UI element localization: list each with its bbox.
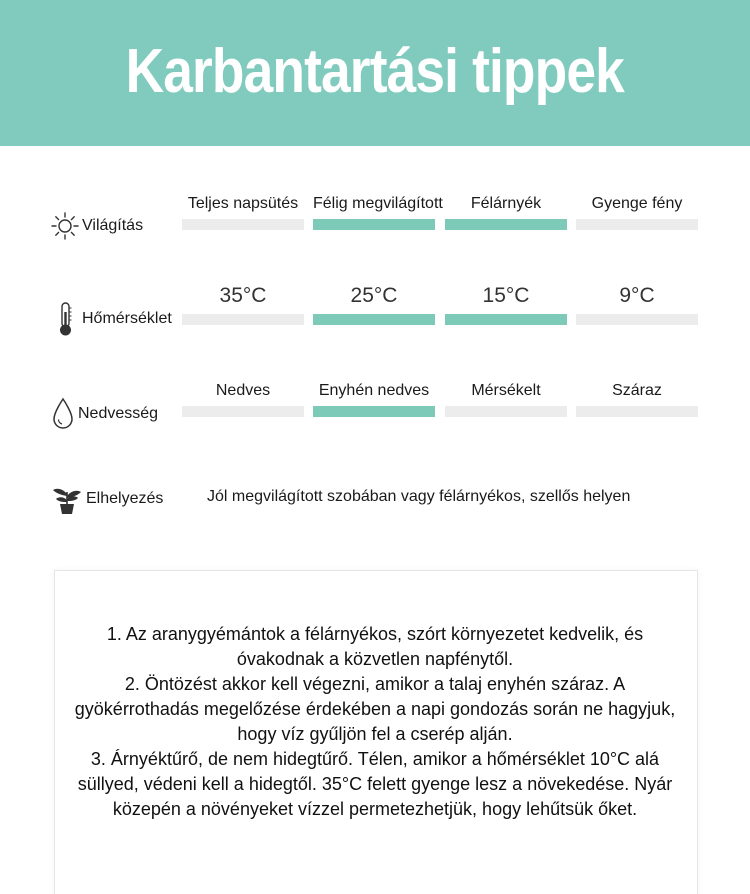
temperature-label	[50, 300, 172, 338]
tip-item: 1. Az aranygyémántok a félárnyékos, szórt környezetet kedvelik, és óvakodnak a közvetlen napfénytől.	[106, 624, 644, 669]
sun-icon	[50, 211, 80, 241]
placement-description: Jól megvilágított szobában vagy félárnyékos, szellős helyen	[207, 488, 631, 505]
temperature-label-text: Hőmérséklet	[82, 310, 172, 327]
option-label: 35°C	[219, 284, 267, 307]
temperature-option-15	[445, 284, 567, 325]
option-label: Nedves	[215, 382, 271, 399]
placement-label	[50, 482, 163, 516]
humidity-label	[50, 396, 158, 432]
option-bar-active	[313, 314, 435, 325]
option-label: Teljes napsütés	[187, 195, 299, 212]
potted-plant-icon	[50, 482, 84, 516]
option-bar	[576, 314, 698, 325]
humidity-label-text: Nedvesség	[78, 405, 159, 422]
option-bar	[182, 219, 304, 230]
option-label: Gyenge fény	[591, 195, 683, 212]
humidity-option-slightly-wet	[313, 382, 435, 417]
temperature-option-25	[313, 284, 435, 325]
lighting-option-full-sun	[182, 195, 304, 230]
option-bar	[182, 314, 304, 325]
option-bar-active	[445, 219, 567, 230]
option-bar	[182, 406, 304, 417]
lighting-label	[50, 211, 143, 241]
temperature-option-9	[576, 284, 698, 325]
page-title: Karbantartási tippek	[125, 36, 625, 106]
option-bar	[445, 406, 567, 417]
header-banner	[0, 0, 750, 146]
option-label: Félig megvilágított	[313, 195, 443, 212]
temperature-option-35	[182, 284, 304, 325]
option-bar	[576, 406, 698, 417]
option-bar-active	[313, 406, 435, 417]
water-drop-icon	[50, 396, 76, 432]
option-bar	[576, 219, 698, 230]
option-bar-active	[313, 219, 435, 230]
placement-label-text: Elhelyezés	[86, 490, 164, 507]
option-label: 25°C	[350, 284, 398, 307]
lighting-option-partial-shade	[445, 195, 567, 230]
option-label: 9°C	[619, 284, 655, 307]
humidity-option-wet	[182, 382, 304, 417]
option-label: 15°C	[482, 284, 530, 307]
tip-item: 3. Árnyéktűrő, de nem hidegtűrő. Télen, amikor a hőmérséklet 10°C alá süllyed, védeni kell a hidegtől. 35°C felett gyenge lesz a növekedése. Nyár közepén a növényeket vízzel permetezhetjük, hogy lehűtsük őket.	[77, 749, 673, 819]
option-label: Félárnyék	[470, 195, 542, 212]
option-bar-active	[445, 314, 567, 325]
lighting-option-partial-light	[313, 195, 443, 230]
lighting-label-text: Világítás	[82, 217, 144, 234]
humidity-option-dry	[576, 382, 698, 417]
tips-text	[72, 622, 678, 822]
tip-item: 2. Öntözést akkor kell végezni, amikor a talaj enyhén száraz. A gyökérrothadás megelőzése érdekében a napi gondozás során ne hagyjuk, hogy víz gyűljön fel a cserép alján.	[74, 674, 676, 744]
lighting-option-low-light	[576, 195, 698, 230]
humidity-option-moderate	[445, 382, 567, 417]
option-label: Száraz	[612, 382, 662, 399]
thermometer-icon	[50, 300, 80, 338]
option-label: Enyhén nedves	[318, 382, 430, 399]
option-label: Mérsékelt	[471, 382, 541, 399]
